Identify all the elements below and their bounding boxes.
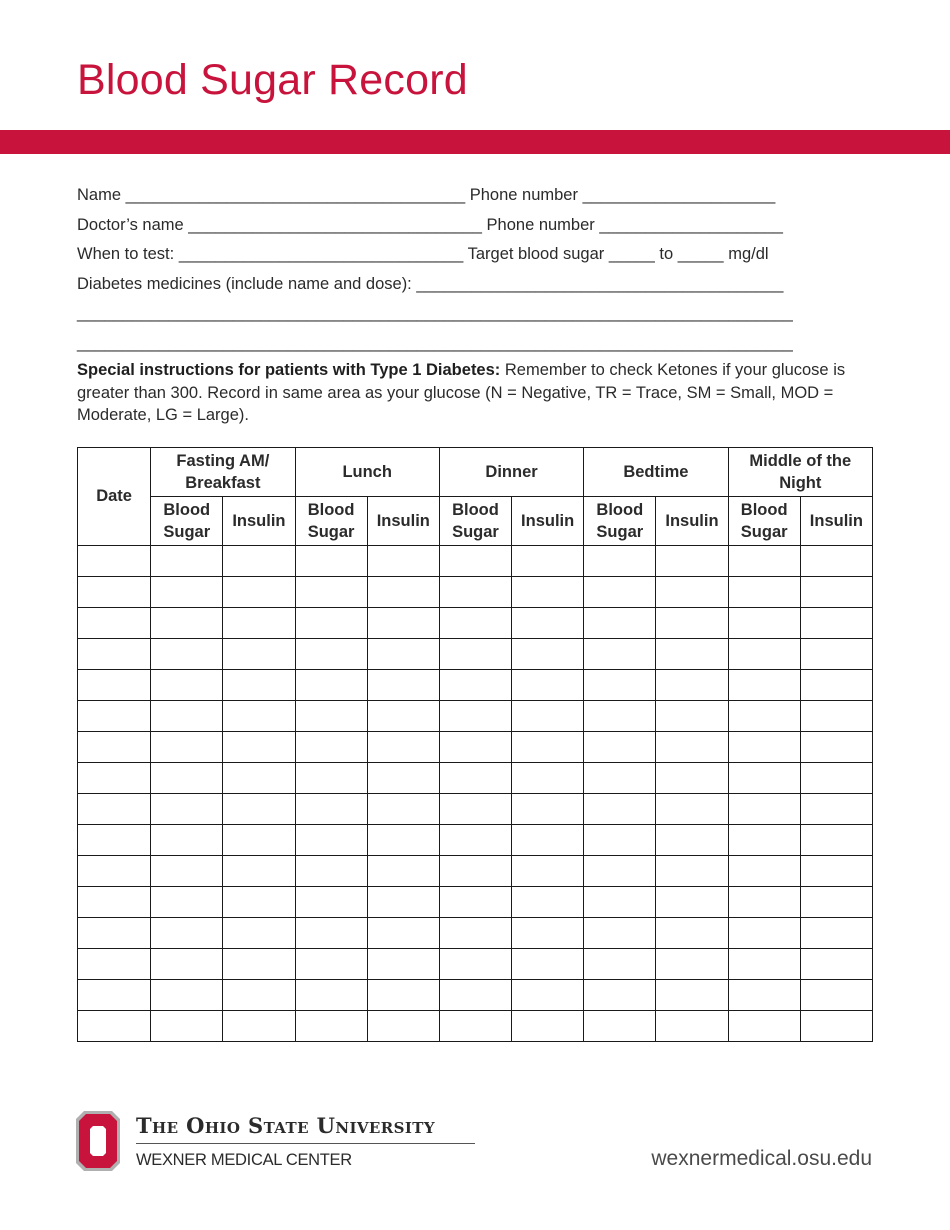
insulin-cell[interactable] [800, 918, 872, 949]
blood-sugar-cell[interactable] [295, 1011, 367, 1042]
table-row [78, 1011, 873, 1042]
insulin-cell[interactable] [367, 949, 439, 980]
insulin-cell[interactable] [656, 1011, 728, 1042]
blood-sugar-cell[interactable] [728, 918, 800, 949]
blood-sugar-cell[interactable] [151, 825, 223, 856]
blood-sugar-cell[interactable] [728, 732, 800, 763]
blood-sugar-cell[interactable] [151, 856, 223, 887]
blood-sugar-cell[interactable] [584, 856, 656, 887]
name-row [77, 181, 877, 211]
insulin-cell[interactable] [512, 794, 584, 825]
doctor-field[interactable]: ________________________________ [188, 215, 482, 234]
instructions-heading: Special instructions for patients with Type 1 Diabetes: [77, 361, 501, 379]
blood-sugar-cell[interactable] [439, 608, 511, 639]
date-cell[interactable] [78, 1011, 151, 1042]
table-row [78, 763, 873, 794]
insulin-cell[interactable] [223, 949, 295, 980]
medical-center-name: WEXNER MEDICAL CENTER [136, 1151, 352, 1169]
insulin-cell[interactable] [512, 608, 584, 639]
measure-header-row [78, 497, 873, 546]
insulin-cell[interactable] [512, 701, 584, 732]
date-cell[interactable] [78, 887, 151, 918]
blood-sugar-cell[interactable] [439, 887, 511, 918]
blood-sugar-cell[interactable] [728, 856, 800, 887]
date-cell[interactable] [78, 949, 151, 980]
blood-sugar-cell[interactable] [584, 887, 656, 918]
table-row [78, 980, 873, 1011]
table-row [78, 918, 873, 949]
date-cell[interactable] [78, 763, 151, 794]
insulin-cell[interactable] [512, 949, 584, 980]
table-row [78, 639, 873, 670]
name-label: Name [77, 186, 122, 204]
blood-sugar-cell[interactable] [728, 980, 800, 1011]
insulin-cell[interactable] [800, 546, 872, 577]
insulin-cell[interactable] [512, 577, 584, 608]
insulin-cell[interactable] [223, 918, 295, 949]
insulin-cell[interactable] [223, 856, 295, 887]
table-row [78, 794, 873, 825]
to-label: to [659, 245, 674, 264]
insulin-cell[interactable] [367, 639, 439, 670]
insulin-cell[interactable] [800, 763, 872, 794]
blood-sugar-cell[interactable] [584, 577, 656, 608]
blood-sugar-cell[interactable] [439, 794, 511, 825]
insulin-cell[interactable] [223, 763, 295, 794]
footer-divider [136, 1143, 475, 1144]
blood-sugar-cell[interactable] [584, 980, 656, 1011]
blood-sugar-header: Blood Sugar [151, 497, 223, 546]
insulin-cell[interactable] [223, 825, 295, 856]
blood-sugar-cell[interactable] [439, 763, 511, 794]
table-row [78, 577, 873, 608]
insulin-cell[interactable] [800, 949, 872, 980]
blood-sugar-cell[interactable] [151, 608, 223, 639]
blood-sugar-cell[interactable] [295, 918, 367, 949]
insulin-cell[interactable] [367, 732, 439, 763]
insulin-cell[interactable] [656, 608, 728, 639]
insulin-cell[interactable] [656, 856, 728, 887]
period-header-row [78, 448, 873, 497]
blood-sugar-log-table [77, 447, 873, 1042]
blood-sugar-cell[interactable] [584, 732, 656, 763]
insulin-cell[interactable] [367, 1011, 439, 1042]
insulin-header: Insulin [223, 497, 295, 546]
blood-sugar-cell[interactable] [295, 608, 367, 639]
blood-sugar-cell[interactable] [295, 887, 367, 918]
blood-sugar-cell[interactable] [728, 670, 800, 701]
insulin-cell[interactable] [656, 825, 728, 856]
blood-sugar-header: Blood Sugar [728, 497, 800, 546]
website-link[interactable]: wexnermedical.osu.edu [651, 1147, 872, 1170]
blood-sugar-cell[interactable] [439, 701, 511, 732]
special-instructions [77, 359, 877, 427]
university-name: The Ohio State University [136, 1113, 435, 1138]
blood-sugar-cell[interactable] [295, 949, 367, 980]
table-row [78, 887, 873, 918]
blood-sugar-header: Blood Sugar [295, 497, 367, 546]
insulin-cell[interactable] [367, 763, 439, 794]
blood-sugar-cell[interactable] [439, 918, 511, 949]
blood-sugar-cell[interactable] [584, 608, 656, 639]
blood-sugar-cell[interactable] [151, 670, 223, 701]
insulin-cell[interactable] [367, 918, 439, 949]
date-cell[interactable] [78, 918, 151, 949]
insulin-cell[interactable] [367, 701, 439, 732]
date-cell[interactable] [78, 856, 151, 887]
instructions-text: Remember to check Ketones if your glucose is greater than 300. Record in same area as your glucose (N = Negative, TR = Trace, SM = Small, MOD = Moderate, LG = Large). [77, 361, 846, 424]
blood-sugar-cell[interactable] [584, 825, 656, 856]
insulin-cell[interactable] [656, 980, 728, 1011]
blood-sugar-cell[interactable] [584, 763, 656, 794]
blood-sugar-cell[interactable] [151, 701, 223, 732]
insulin-cell[interactable] [656, 639, 728, 670]
target-high-field[interactable]: _____ [677, 245, 724, 264]
blood-sugar-cell[interactable] [151, 980, 223, 1011]
blood-sugar-cell[interactable] [295, 794, 367, 825]
blood-sugar-cell[interactable] [295, 701, 367, 732]
insulin-cell[interactable] [656, 763, 728, 794]
blood-sugar-cell[interactable] [295, 732, 367, 763]
blood-sugar-cell[interactable] [295, 670, 367, 701]
insulin-cell[interactable] [512, 887, 584, 918]
phone-field[interactable]: _____________________ [582, 186, 776, 204]
medicines-row [77, 270, 877, 300]
header-band [0, 130, 950, 154]
blood-sugar-header: Blood Sugar [439, 497, 511, 546]
period-header: Middle of the Night [728, 448, 872, 497]
blood-sugar-cell[interactable] [151, 794, 223, 825]
medicines-line-3[interactable]: ______________________________________________________________________________ [77, 333, 793, 352]
insulin-cell[interactable] [367, 546, 439, 577]
insulin-cell[interactable] [367, 670, 439, 701]
doctor-phone-label: Phone number [486, 215, 595, 234]
blood-sugar-cell[interactable] [584, 670, 656, 701]
blood-sugar-cell[interactable] [295, 825, 367, 856]
insulin-cell[interactable] [367, 577, 439, 608]
blood-sugar-cell[interactable] [439, 856, 511, 887]
table-row [78, 949, 873, 980]
date-header: Date [78, 448, 151, 546]
insulin-cell[interactable] [656, 732, 728, 763]
blood-sugar-cell[interactable] [439, 949, 511, 980]
block-o-logo-icon [76, 1111, 120, 1171]
insulin-cell[interactable] [800, 639, 872, 670]
blood-sugar-cell[interactable] [584, 639, 656, 670]
period-header: Lunch [295, 448, 439, 497]
date-cell[interactable] [78, 546, 151, 577]
date-cell[interactable] [78, 732, 151, 763]
blood-sugar-cell[interactable] [151, 763, 223, 794]
blood-sugar-cell[interactable] [439, 639, 511, 670]
blood-sugar-cell[interactable] [439, 546, 511, 577]
blood-sugar-cell[interactable] [439, 825, 511, 856]
insulin-cell[interactable] [223, 546, 295, 577]
insulin-cell[interactable] [223, 577, 295, 608]
blood-sugar-cell[interactable] [728, 701, 800, 732]
target-low-field[interactable]: _____ [608, 245, 655, 264]
insulin-cell[interactable] [367, 856, 439, 887]
insulin-cell[interactable] [800, 887, 872, 918]
date-cell[interactable] [78, 701, 151, 732]
blood-sugar-cell[interactable] [151, 577, 223, 608]
insulin-header: Insulin [512, 497, 584, 546]
insulin-cell[interactable] [223, 639, 295, 670]
table-row [78, 701, 873, 732]
insulin-cell[interactable] [800, 670, 872, 701]
insulin-cell[interactable] [223, 794, 295, 825]
insulin-cell[interactable] [512, 732, 584, 763]
blood-sugar-cell[interactable] [295, 546, 367, 577]
insulin-cell[interactable] [800, 701, 872, 732]
date-cell[interactable] [78, 577, 151, 608]
insulin-cell[interactable] [367, 887, 439, 918]
insulin-cell[interactable] [800, 825, 872, 856]
insulin-cell[interactable] [223, 1011, 295, 1042]
insulin-cell[interactable] [223, 980, 295, 1011]
insulin-cell[interactable] [512, 546, 584, 577]
blood-sugar-cell[interactable] [151, 639, 223, 670]
table-row [78, 608, 873, 639]
blood-sugar-cell[interactable] [584, 546, 656, 577]
table-row [78, 732, 873, 763]
period-header: Dinner [439, 448, 583, 497]
insulin-cell[interactable] [512, 918, 584, 949]
insulin-cell[interactable] [800, 577, 872, 608]
insulin-cell[interactable] [512, 670, 584, 701]
blood-sugar-cell[interactable] [728, 794, 800, 825]
blood-sugar-cell[interactable] [295, 763, 367, 794]
insulin-cell[interactable] [656, 949, 728, 980]
insulin-header: Insulin [367, 497, 439, 546]
blood-sugar-cell[interactable] [295, 639, 367, 670]
insulin-cell[interactable] [223, 670, 295, 701]
patient-info-form [77, 181, 877, 359]
when-field[interactable]: _______________________________ [178, 245, 464, 264]
insulin-cell[interactable] [656, 918, 728, 949]
insulin-header: Insulin [656, 497, 728, 546]
date-cell[interactable] [78, 608, 151, 639]
insulin-cell[interactable] [656, 794, 728, 825]
insulin-cell[interactable] [367, 825, 439, 856]
page-title: Blood Sugar Record [77, 56, 468, 104]
date-cell[interactable] [78, 639, 151, 670]
blood-sugar-cell[interactable] [295, 856, 367, 887]
insulin-cell[interactable] [512, 763, 584, 794]
insulin-cell[interactable] [223, 732, 295, 763]
blood-sugar-cell[interactable] [728, 546, 800, 577]
insulin-cell[interactable] [656, 546, 728, 577]
period-header: Bedtime [584, 448, 728, 497]
log-body [78, 546, 873, 1042]
blood-sugar-cell[interactable] [151, 918, 223, 949]
blood-sugar-cell[interactable] [728, 639, 800, 670]
table-row [78, 825, 873, 856]
blood-sugar-cell[interactable] [584, 701, 656, 732]
blood-sugar-cell[interactable] [439, 1011, 511, 1042]
insulin-cell[interactable] [512, 825, 584, 856]
when-row [77, 240, 877, 270]
target-label: Target blood sugar [467, 245, 605, 264]
insulin-cell[interactable] [512, 856, 584, 887]
insulin-cell[interactable] [367, 980, 439, 1011]
blood-sugar-cell[interactable] [728, 887, 800, 918]
date-cell[interactable] [78, 670, 151, 701]
blood-sugar-cell[interactable] [439, 732, 511, 763]
blood-sugar-cell[interactable] [151, 1011, 223, 1042]
blood-sugar-cell[interactable] [728, 1011, 800, 1042]
when-label: When to test: [77, 245, 175, 264]
date-cell[interactable] [78, 825, 151, 856]
blood-sugar-cell[interactable] [151, 732, 223, 763]
date-cell[interactable] [78, 980, 151, 1011]
table-row [78, 670, 873, 701]
insulin-cell[interactable] [512, 1011, 584, 1042]
insulin-cell[interactable] [223, 608, 295, 639]
doctor-phone-field[interactable]: ____________________ [599, 215, 783, 234]
period-header: Fasting AM/ Breakfast [151, 448, 295, 497]
insulin-cell[interactable] [656, 887, 728, 918]
doctor-label: Doctor’s name [77, 215, 184, 234]
blood-sugar-cell[interactable] [728, 825, 800, 856]
insulin-cell[interactable] [367, 794, 439, 825]
blood-sugar-cell[interactable] [584, 1011, 656, 1042]
table-row [78, 856, 873, 887]
doctor-row [77, 211, 877, 241]
blood-sugar-header: Blood Sugar [584, 497, 656, 546]
insulin-cell[interactable] [367, 608, 439, 639]
medicines-line-2[interactable]: ______________________________________________________________________________ [77, 304, 793, 323]
unit-label: mg/dl [728, 245, 769, 264]
insulin-cell[interactable] [223, 701, 295, 732]
phone-label: Phone number [469, 186, 578, 204]
blood-sugar-cell[interactable] [584, 918, 656, 949]
insulin-cell[interactable] [800, 856, 872, 887]
blood-sugar-cell[interactable] [728, 949, 800, 980]
table-row [78, 546, 873, 577]
insulin-cell[interactable] [800, 980, 872, 1011]
insulin-cell[interactable] [800, 732, 872, 763]
insulin-cell[interactable] [512, 639, 584, 670]
blood-sugar-cell[interactable] [151, 887, 223, 918]
blood-sugar-cell[interactable] [439, 670, 511, 701]
insulin-cell[interactable] [800, 794, 872, 825]
blood-sugar-cell[interactable] [584, 949, 656, 980]
blood-sugar-cell[interactable] [151, 546, 223, 577]
blood-sugar-cell[interactable] [584, 794, 656, 825]
insulin-cell[interactable] [800, 1011, 872, 1042]
blood-sugar-cell[interactable] [439, 577, 511, 608]
blood-sugar-cell[interactable] [151, 949, 223, 980]
medicines-field[interactable]: ________________________________________ [416, 274, 784, 293]
blood-sugar-cell[interactable] [728, 577, 800, 608]
blood-sugar-cell[interactable] [295, 980, 367, 1011]
blood-sugar-cell[interactable] [728, 608, 800, 639]
insulin-cell[interactable] [800, 608, 872, 639]
insulin-cell[interactable] [223, 887, 295, 918]
blood-sugar-cell[interactable] [728, 763, 800, 794]
medicines-label: Diabetes medicines (include name and dose): [77, 274, 412, 293]
insulin-cell[interactable] [656, 670, 728, 701]
insulin-cell[interactable] [512, 980, 584, 1011]
date-cell[interactable] [78, 794, 151, 825]
insulin-header: Insulin [800, 497, 872, 546]
insulin-cell[interactable] [656, 577, 728, 608]
blood-sugar-cell[interactable] [295, 577, 367, 608]
insulin-cell[interactable] [656, 701, 728, 732]
name-field[interactable]: _____________________________________ [125, 186, 466, 204]
blood-sugar-cell[interactable] [439, 980, 511, 1011]
